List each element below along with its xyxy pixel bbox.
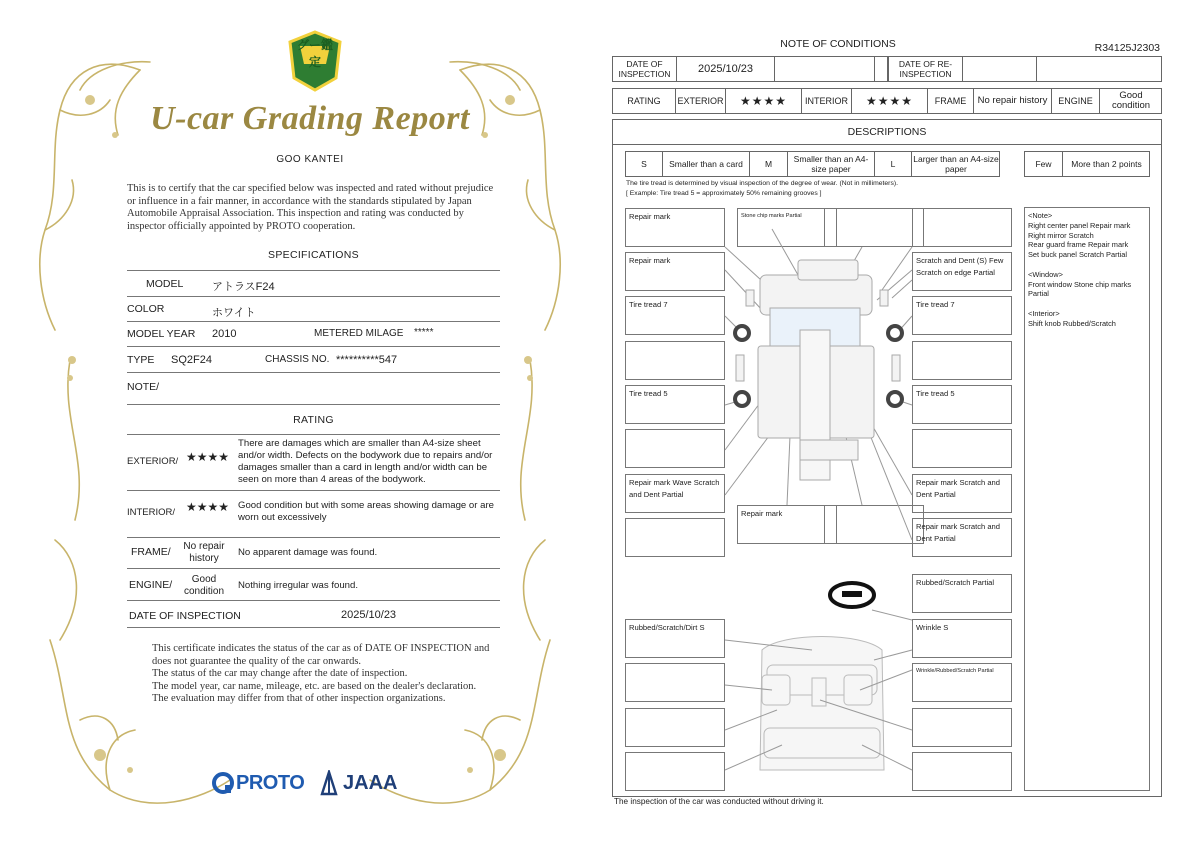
frame-value: No repair history <box>183 541 225 564</box>
frame-value: No repair history <box>974 89 1052 113</box>
exterior-label: EXTERIOR <box>676 89 726 113</box>
certificate-disclaimer: This certificate indicates the status of the car as of DATE OF INSPECTION and does not guarantee the quality of the car onwards. The status of the car may change after the date of inspection. The model year, car name, mileage, etc. are based on the dealer's declaration. The evaluation may differ from that of other inspection organizations. <box>152 643 490 705</box>
document-number: R34125J2303 <box>1094 42 1160 54</box>
legend-s-desc: Smaller than a card <box>663 152 750 176</box>
notes-panel <box>1024 207 1150 791</box>
divider <box>127 600 500 601</box>
report-subtitle: GOO KANTEI <box>276 154 344 165</box>
rating-heading: RATING <box>293 414 334 426</box>
legend-m: M <box>750 152 788 176</box>
jaaa-logo-icon <box>318 770 340 796</box>
report-title: U-car Grading Report <box>150 100 470 137</box>
badge-label: グー鑑定 <box>296 38 333 69</box>
divider <box>127 372 500 373</box>
proto-logo-icon <box>212 772 234 794</box>
type-label: TYPE <box>127 354 155 366</box>
divider <box>127 404 500 405</box>
legend-s: S <box>626 152 663 176</box>
chassis-label: CHASSIS NO. <box>265 354 330 365</box>
date-of-inspection-label: DATE OF INSPECTION <box>129 610 241 622</box>
date-of-inspection-label: DATE OF INSPECTION <box>613 57 677 81</box>
legend-l-desc: Larger than an A4-size paper <box>913 154 999 174</box>
callout-box: Repair mark Scratch and Dent Partial <box>912 518 1012 557</box>
metered-milage-value: ***** <box>414 327 434 338</box>
legend-few-desc: More than 2 points <box>1071 159 1142 169</box>
callout-box: Tire tread 7 <box>625 296 725 335</box>
divider <box>127 490 500 491</box>
interior-label: INTERIOR/ <box>127 507 176 518</box>
proto-logo-text: PROTO <box>236 772 305 794</box>
model-year-label: MODEL YEAR <box>127 328 196 340</box>
vehicle-diagram <box>612 200 1024 797</box>
frame-label: FRAME <box>928 89 974 113</box>
inspection-disclaimer: The inspection of the car was conducted without driving it. <box>614 797 824 806</box>
rating-row <box>612 88 1162 114</box>
callout-box: Rubbed/Scratch/Dirt S <box>625 619 725 658</box>
divider <box>127 296 500 297</box>
divider <box>127 321 500 322</box>
callout-box: Rubbed/Scratch Partial <box>912 574 1012 613</box>
size-legend <box>625 151 1000 177</box>
callout-box: Wrinkle/Rubbed/Scratch Partial <box>912 663 1012 702</box>
blank-cell <box>1037 57 1162 81</box>
exterior-label: EXTERIOR/ <box>127 456 179 467</box>
divider <box>127 568 500 569</box>
callout-box: Repair mark <box>625 208 725 247</box>
specifications-heading: SPECIFICATIONS <box>268 249 359 261</box>
callout-box: Repair mark Scratch and Dent Partial <box>912 474 1012 513</box>
inspection-date-row <box>612 56 1162 82</box>
frame-description: No apparent damage was found. <box>238 547 378 558</box>
exterior-stars: ★★★★ <box>186 450 230 464</box>
engine-label: ENGINE/ <box>129 579 173 591</box>
jaaa-logo-text: JAAA <box>343 772 398 794</box>
few-legend <box>1024 151 1150 177</box>
callout-box: Tire tread 7 <box>912 296 1012 335</box>
divider <box>127 346 500 347</box>
type-value: SQ2F24 <box>171 354 212 366</box>
model-year-value: 2010 <box>212 328 237 340</box>
engine-description: Nothing irregular was found. <box>238 580 358 591</box>
blank-cell <box>775 57 888 81</box>
notes-text: <Note> Right center panel Repair mark Right mirror Scratch Rear guard frame Repair mark Set buck panel Scratch Partial <Window> Front window Stone chip marks Partial <Interior> Shift knob Rubbed/Scratch <box>1028 211 1132 328</box>
blank-cell <box>963 57 1037 81</box>
interior-stars: ★★★★ <box>186 500 230 514</box>
interior-description: Good condition but with some areas showing damage or are worn out excessively <box>238 500 494 524</box>
legend-few: Few <box>1025 152 1063 176</box>
descriptions-heading: DESCRIPTIONS <box>612 119 1162 145</box>
color-label: COLOR <box>127 303 165 315</box>
divider <box>127 537 500 538</box>
date-of-inspection-value: 2025/10/23 <box>341 609 397 621</box>
model-label: MODEL <box>146 278 184 290</box>
callout-box: Repair mark <box>625 252 725 291</box>
tire-tread-note: The tire tread is determined by visual inspection of the degree of wear. (Not in millimeters). <box>626 180 898 187</box>
date-of-reinspection-label: DATE OF RE-INSPECTION <box>888 57 963 81</box>
note-label: NOTE/ <box>127 381 160 393</box>
legend-l: L <box>875 152 912 176</box>
engine-label: ENGINE <box>1052 89 1100 113</box>
certification-statement: This is to certify that the car specified below was inspected and rated without prejudice or influence in a fair manner, in accordance with the standards stipulated by Japan Automobile Appraisal Association. This inspection and rating was conducted by inspector officially appointed by PROTO cooperation. <box>127 183 494 232</box>
exterior-stars: ★★★★ <box>726 89 802 113</box>
callout-box: Repair mark <box>737 505 837 544</box>
exterior-description: There are damages which are smaller than A4-size sheet and/or width. Defects on the bodywork due to repairs and/or damages smaller than a card in length and/or width can be seen on more than 4 areas of the bodywork. <box>238 438 493 486</box>
tire-tread-example: [ Example: Tire tread 5 = approximately 50% remaining grooves ] <box>626 190 822 197</box>
date-of-inspection-value: 2025/10/23 <box>677 57 775 81</box>
frame-label: FRAME/ <box>131 546 171 558</box>
divider <box>127 627 500 628</box>
callout-box: Scratch and Dent (S) Few Scratch on edge Partial <box>912 252 1012 291</box>
color-value: ホワイト <box>212 307 256 319</box>
rating-label: RATING <box>613 89 676 113</box>
legend-m-desc: Smaller than an A4-size paper <box>788 152 875 176</box>
steering-wheel-icon <box>830 583 874 607</box>
callout-box: Stone chip marks Partial <box>737 208 837 247</box>
divider <box>127 434 500 435</box>
interior-label: INTERIOR <box>802 89 852 113</box>
callout-box: Tire tread 5 <box>625 385 725 424</box>
model-value: アトラスF24 <box>212 281 275 293</box>
engine-value: Good condition <box>183 574 225 597</box>
chassis-value: **********547 <box>336 354 398 366</box>
engine-value: Good condition <box>1111 90 1151 111</box>
interior-stars: ★★★★ <box>852 89 928 113</box>
callout-box: Tire tread 5 <box>912 385 1012 424</box>
conditions-title: NOTE OF CONDITIONS <box>780 38 896 50</box>
callout-box: Repair mark Wave Scratch and Dent Partial <box>625 474 725 513</box>
divider <box>127 270 500 271</box>
callout-box: Wrinkle S <box>912 619 1012 658</box>
metered-milage-label: METERED MILAGE <box>314 328 404 339</box>
